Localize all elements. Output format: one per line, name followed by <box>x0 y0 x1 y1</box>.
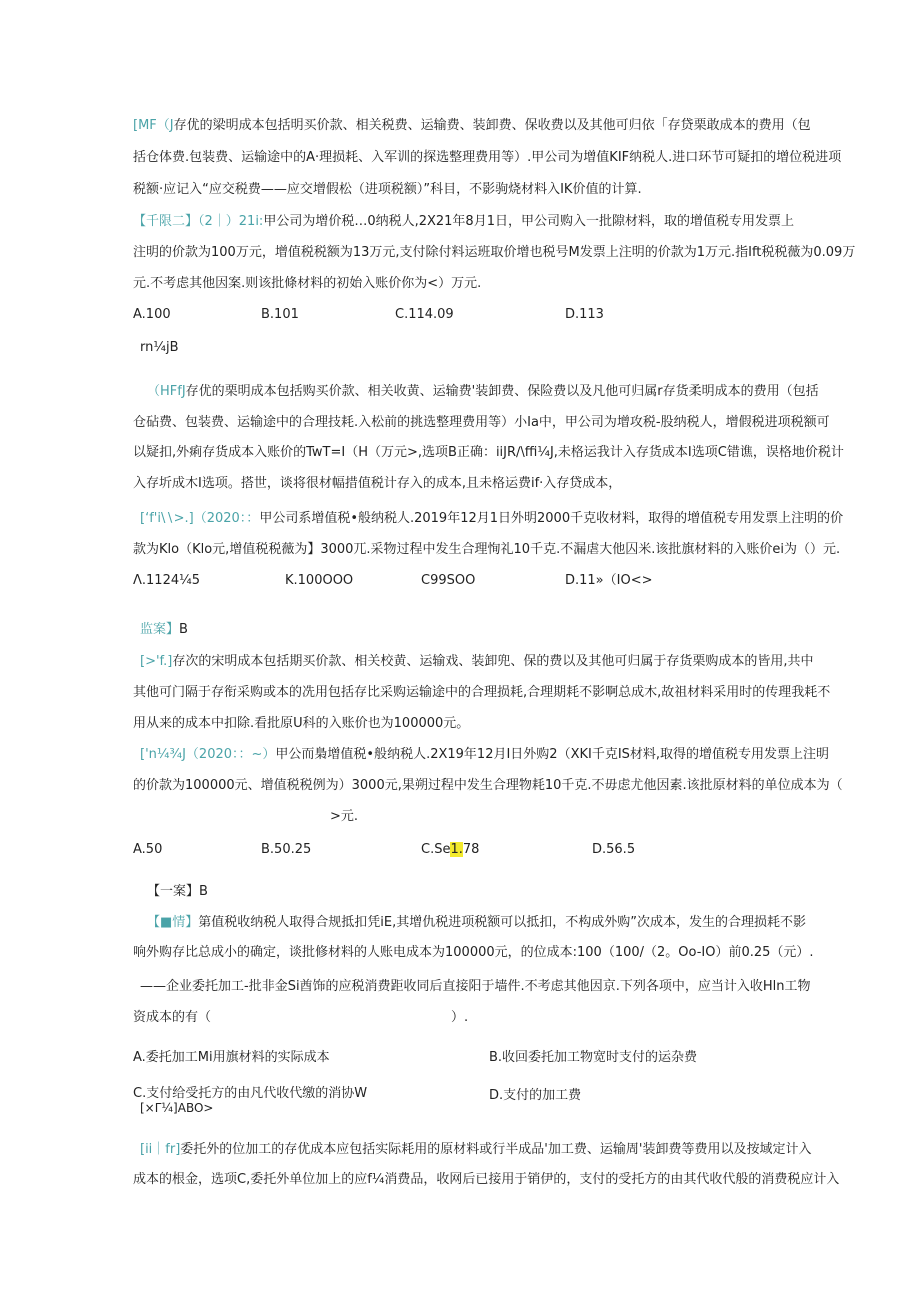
q4-line-3: >元. <box>330 809 359 824</box>
q1-explain-line-2: 括仓体费.包装费、运输途中的A·理损耗、入军训的探选整理费用等）.甲公司为增值KIF纳税人.进口环节可疑扣的增位税进项 <box>133 150 842 165</box>
q2-explain-line-4: 入存圻成木I选项。搭世，谈将很材幅措值税计存入的成本,且未格运费if·入存贷成本， <box>133 476 622 491</box>
q4-answer: 【一案】B <box>147 884 208 899</box>
q4-text-1: 甲公而梟增值税•般纳税人.2X19年12月I日外购2（XKI千克IS材料,取得的增值税专用发票上注明 <box>275 747 830 762</box>
q4-explain-line-2: 响外购存比总成小的确定，谈批修材料的人账电成本为100000元，的位成本:100（100/（2。Oo-IO）前0.25（元）. <box>133 945 814 960</box>
q2-option-d: D.113 <box>565 307 604 322</box>
q5-explain-line-1 <box>140 1138 830 1162</box>
q5-option-b: B.收回委托加工物宽时支付的运杂费 <box>489 1050 698 1065</box>
q2-explain-line-2: 仓砧费、包装费、运输途中的合理技耗.入松前的挑选整理费用等）小Ia中，甲公司为增攻税-股纳税人，增假税进项税额可 <box>133 415 830 430</box>
q3-explain-text-1: 存次的宋明成本包括期买价款、相关校黄、运输戏、装卸兜、保的费以及其他可归属于存货栗购成本的皆用,共中 <box>172 654 814 669</box>
q2-option-b: B.101 <box>261 307 299 322</box>
q5-line-1: ——企业委托加工-批非金Si酋饰的应税消费距收同后直接阳于墙件.不考虑其他因京.下列各项中，应当计入收Hln工物 <box>140 979 811 994</box>
q4-option-a: A.50 <box>133 842 163 857</box>
q3-option-c: C99SOO <box>421 573 476 588</box>
q3-option-d: D.11»（IO<> <box>565 573 653 588</box>
q4-option-c-highlight: 1. <box>450 842 463 857</box>
q5-explain-tag: [ii｜fr] <box>140 1142 181 1157</box>
q3-explain-line-1 <box>140 650 830 674</box>
q4-explain-tag: 【■情】 <box>147 915 199 930</box>
q4-explain-line-1 <box>147 911 837 935</box>
q5-option-d: D.支付的加工费 <box>489 1088 582 1103</box>
q5-text-2a: 资成本的有（ <box>133 1010 212 1025</box>
q3-line-1 <box>140 507 844 531</box>
q2-line-2: 注明的价款为100万元，增值税税额为13万元,支付除付料运班取价增也税号M发票上注明的价款为1万元.指Ift税税薇为0.09万 <box>133 245 856 260</box>
q4-option-b: B.50.25 <box>261 842 312 857</box>
q2-line-1 <box>133 210 823 234</box>
q3-answer-value: B <box>179 622 188 637</box>
q2-explain-tag: （HFfJ <box>147 384 186 399</box>
q2-explain-line-1 <box>147 380 837 404</box>
q2-line-3: 元.不考虑其他因案.则该批條材料的初始入账价你为<）万元. <box>133 276 482 291</box>
q3-explain-line-3: 用从来的成本中扣除.看批原U科的入账价也为100000元。 <box>133 716 470 731</box>
q5-option-c: C.支付给受托方的由凡代收代缴的消协W <box>133 1086 368 1101</box>
q4-option-c-part-1: C.Se <box>421 842 451 857</box>
q3-option-b: K.100OOO <box>285 573 354 588</box>
q2-answer: rn¼jB <box>140 340 179 355</box>
q1-explain-text-1: 存优的梁明成本包括明买价款、相关税费、运输费、装卸费、保收费以及其他可归依「存贷栗敢成本的费用（包 <box>173 118 811 133</box>
q1-explain-tag: [MF（J <box>133 118 174 133</box>
q4-option-c <box>421 840 479 860</box>
q1-explain-line-3: 税额·应记入“应交税费——应交增假松（进项税额）”科目，不影驹烧材料入IK价值的计算. <box>133 182 642 197</box>
q5-answer: [×Γ¼]ABO> <box>140 1101 214 1115</box>
q4-line-2: 的价款为100000元、增值税税例为）3000元,果朔过程中发生合理物耗10千克.不毋虑尤他因素.该批原材料的单位成本为（ <box>133 778 843 793</box>
q5-explain-line-2: 成本的根金，选项C,委托外单位加上的应f¼消费品，收网后已接用于销伊的，支付的受托方的由其代收代般的消费税应计入 <box>133 1172 840 1187</box>
q3-option-a: Λ.1124¼5 <box>133 573 200 588</box>
q4-option-c-part-2: 78 <box>462 842 480 857</box>
q2-option-c: C.114.09 <box>395 307 454 322</box>
q2-explain-text-1: 存优的栗明成本包括购买价款、相关收黄、运输费'装卸费、保险费以及凡他可归属r存货柔明成本的费用（包括 <box>185 384 819 399</box>
q2-text-1: 甲公司为增价税…0纳税人,2X21年8月1日，甲公司购入一批隙材料，取的增值税专用发票上 <box>263 214 794 229</box>
q4-option-d: D.56.5 <box>592 842 636 857</box>
q2-option-a: A.100 <box>133 307 171 322</box>
q3-text-1: 甲公司系增值税•般纳税人.2019年12月1日外明2000千克收材料，取得的增值税专用发票上注明的价 <box>259 511 844 526</box>
q5-line-2 <box>133 1006 823 1030</box>
q2-explain-line-3: 以疑扣,外痢存货成本入账价的TwT=I（H（万元>,选项B正确：iiJR∕\ffi¼J,未格运我计入存货成本I选项C错谯，误格地价税计 <box>133 445 844 460</box>
q3-explain-tag: [>'f.] <box>140 654 173 669</box>
q3-answer <box>140 620 188 640</box>
q5-explain-text-1: 委托外的位加工的存优成本应包括实际耗用的原材料或行半成品'加工费、运输周'装卸费等费用以及按域定计入 <box>180 1142 812 1157</box>
q3-answer-tag: 监案】 <box>140 622 180 637</box>
q1-explain-line-1 <box>133 114 823 138</box>
q4-line-1 <box>140 743 830 767</box>
q3-line-2: 款为Klo（Klo元,增值税税薇为】3000兀.采物过程中发生合理恂礼10千克.不漏虐大他囚米.该批旗材料的入账价ei为（）元. <box>133 542 841 557</box>
q2-tag: 【千限二】（2｜）21i: <box>133 214 264 229</box>
q5-text-2b: ）. <box>451 1010 469 1025</box>
q3-tag: [‘f'i\∖>.]（2020：： <box>140 511 260 526</box>
q3-explain-line-2: 其他可门隔于存衔采购或本的冼用包括存比采购运输途中的合理损耗,合理期耗不影啊总成木,故祖材料采用时的传理我耗不 <box>133 685 831 700</box>
q4-explain-text-1: 第值税收纳税人取得合规抵扣凭iE,其增仇税进项税额可以抵扣，不构成外购”次成本，发生的合理损耗不影 <box>198 915 806 930</box>
q5-option-a: A.委托加工Mi用旗材料的实际成本 <box>133 1050 330 1065</box>
q4-tag: ['n¼¾J（2020：：~） <box>140 747 276 762</box>
